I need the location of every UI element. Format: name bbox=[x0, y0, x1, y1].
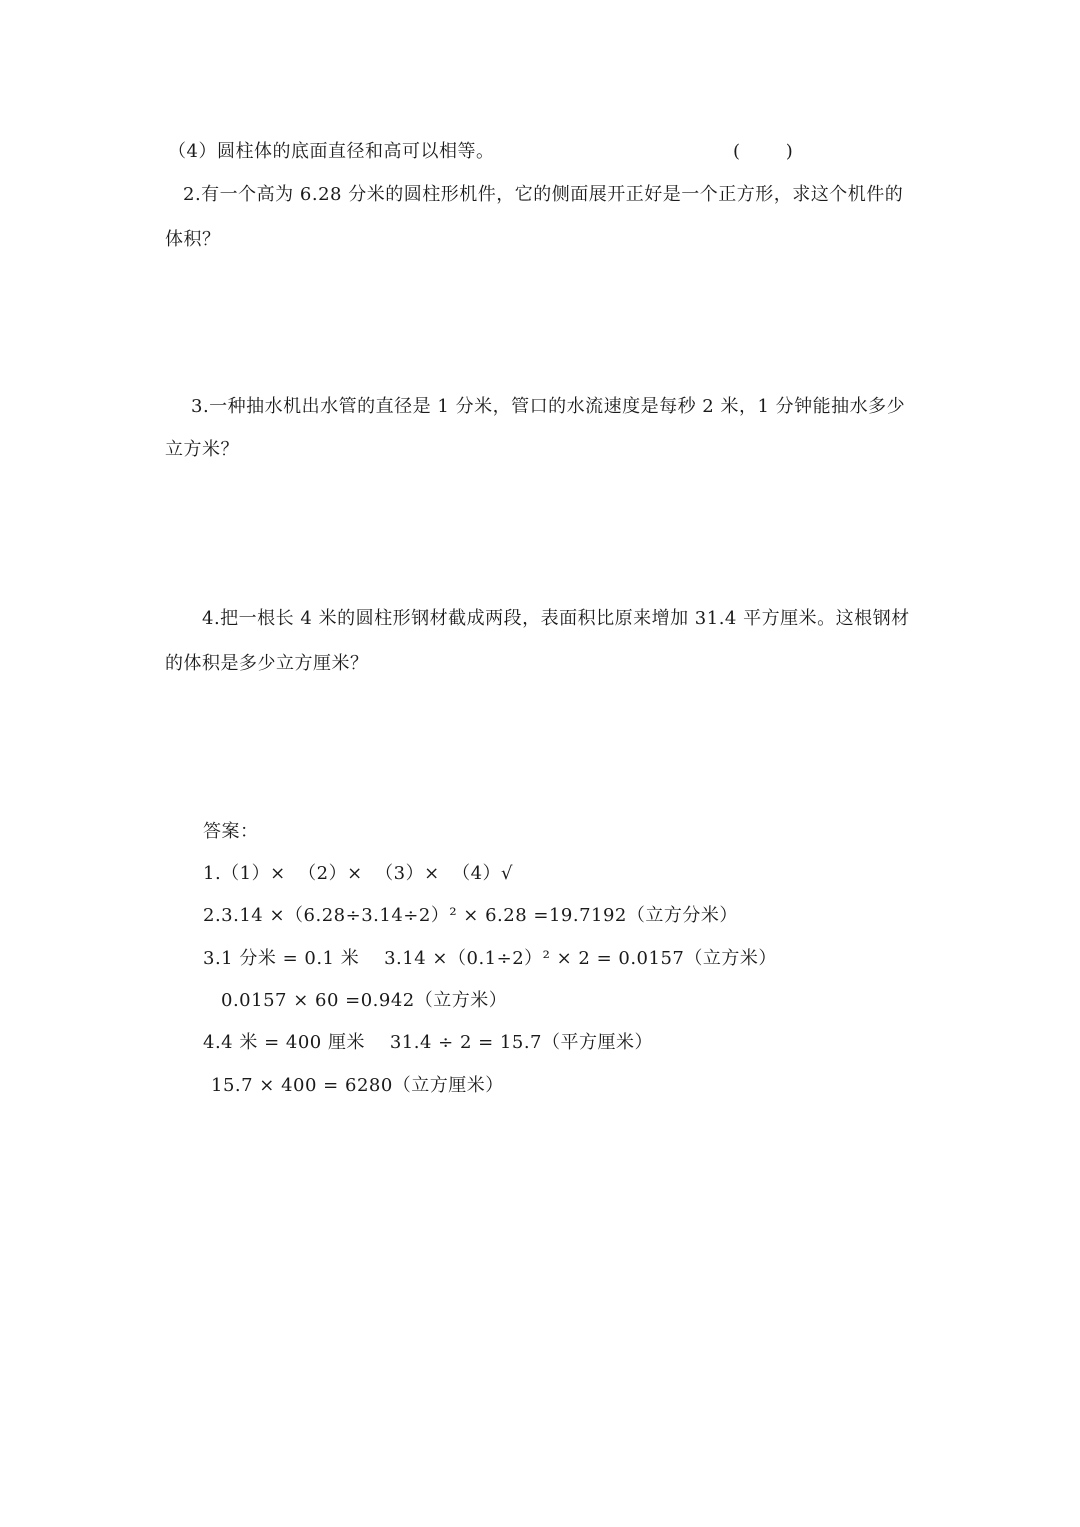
answer-4-line-2: 15.7 × 400 = 6280（立方厘米） bbox=[211, 1075, 504, 1096]
q1-item4-answer-bracket: ( ) bbox=[733, 141, 793, 162]
question-3-line-2: 立方米？ bbox=[165, 439, 239, 460]
question-3-line-1: 3.一种抽水机出水管的直径是 1 分米，管口的水流速度是每秒 2 米，1 分钟能抽水多少 bbox=[191, 396, 906, 417]
answer-1: 1.（1）× （2）× （3）× （4）√ bbox=[203, 863, 514, 884]
question-2-line-1: 2.有一个高为 6.28 分米的圆柱形机件，它的侧面展开正好是一个正方形，求这个机件的 bbox=[183, 184, 904, 205]
question-2-line-2: 体积？ bbox=[165, 229, 221, 250]
question-4-line-2: 的体积是多少立方厘米？ bbox=[165, 653, 369, 674]
answer-2: 2.3.14 ×（6.28÷3.14÷2）² × 6.28 =19.7192（立方分米） bbox=[203, 905, 738, 926]
answer-4-line-1: 4.4 米 = 400 厘米 31.4 ÷ 2 = 15.7（平方厘米） bbox=[203, 1032, 653, 1053]
answers-heading: 答案： bbox=[203, 821, 259, 842]
answer-3-line-1: 3.1 分米 = 0.1 米 3.14 ×（0.1÷2）² × 2 = 0.0157（立方米） bbox=[203, 948, 777, 969]
answer-3-line-2: 0.0157 × 60 =0.942（立方米） bbox=[221, 990, 508, 1011]
q1-item4-statement: （4）圆柱体的底面直径和高可以相等。 bbox=[168, 141, 495, 162]
question-4-line-1: 4.把一根长 4 米的圆柱形钢材截成两段，表面积比原来增加 31.4 平方厘米。这根钢材 bbox=[202, 608, 910, 629]
